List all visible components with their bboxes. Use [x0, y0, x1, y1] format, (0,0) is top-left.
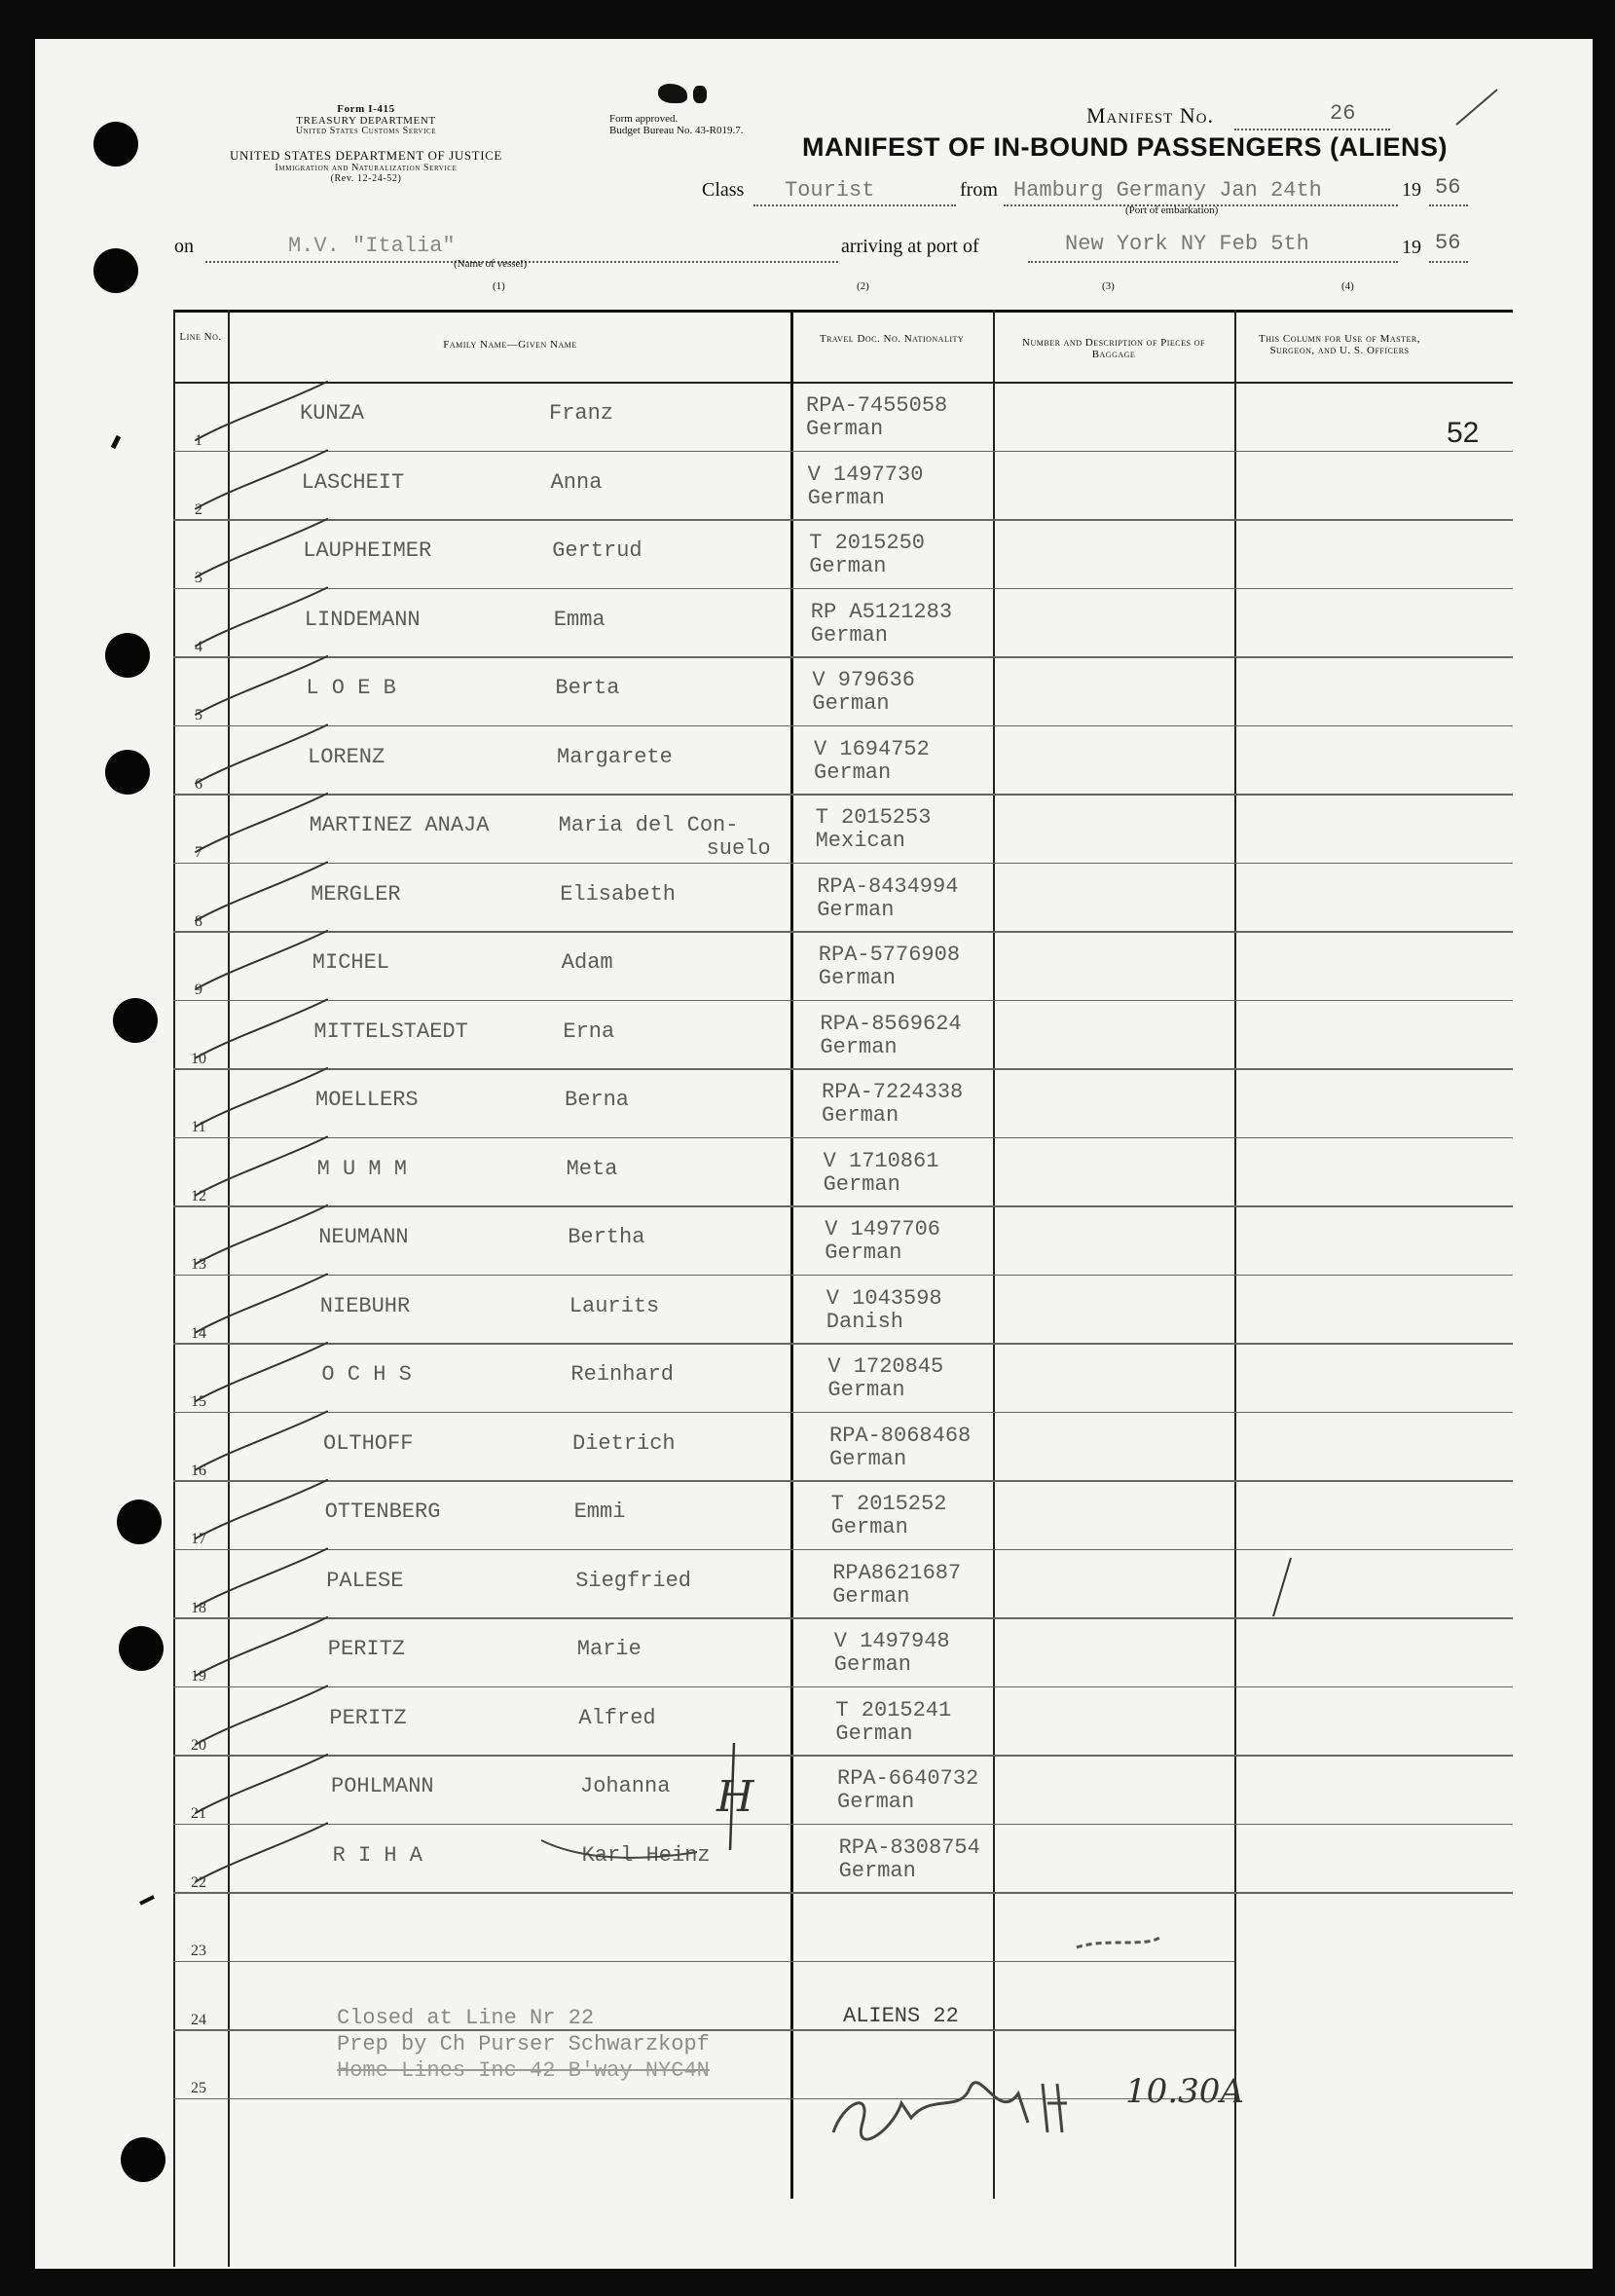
- nationality: German: [817, 897, 895, 922]
- given-name: Emma: [553, 607, 606, 632]
- treasury-department: TREASURY DEPARTMENT: [296, 115, 436, 127]
- family-name: MARTINEZ ANAJA: [309, 813, 490, 837]
- nationality: German: [822, 1103, 899, 1128]
- family-name: MITTELSTAEDT: [313, 1018, 468, 1044]
- line-number: 18: [191, 1599, 206, 1616]
- nationality: German: [812, 691, 890, 716]
- given-name: Reinhard: [570, 1362, 675, 1387]
- travel-doc-number: V 1710861: [823, 1148, 939, 1173]
- family-name: PERITZ: [329, 1705, 407, 1730]
- check-mark: [196, 1755, 327, 1813]
- line-number: 2: [195, 500, 202, 518]
- given-name: Alfred: [578, 1705, 656, 1730]
- given-name: Meta: [566, 1156, 618, 1181]
- form-approved: Form approved.: [609, 113, 679, 125]
- family-name: M U M M: [316, 1156, 408, 1181]
- check-mark: [196, 794, 327, 852]
- travel-doc-number: V 1497706: [825, 1217, 941, 1241]
- vertical-bracket: [730, 1743, 734, 1850]
- revision-date: (Rev. 12-24-52): [330, 173, 402, 184]
- line-number: 14: [191, 1324, 206, 1342]
- line-number: 10: [191, 1050, 206, 1067]
- check-mark: [196, 1137, 327, 1196]
- line-number: 4: [195, 638, 202, 655]
- nationality: German: [810, 622, 889, 648]
- check-mark: [196, 1412, 327, 1470]
- line-number: 21: [191, 1805, 206, 1822]
- travel-doc-number: T 2015250: [809, 531, 926, 555]
- manifest-no-label: Manifest No.: [1086, 103, 1214, 128]
- line-number: 3: [195, 570, 202, 586]
- col-header-baggage: Number and Description of Pieces of Baggage: [1022, 337, 1205, 360]
- given-name: Erna: [563, 1018, 615, 1044]
- nationality: German: [837, 1790, 915, 1814]
- given-name-continued: suelo: [706, 836, 771, 861]
- nationality: German: [838, 1858, 916, 1883]
- check-mark: [196, 725, 327, 784]
- check-mark: [196, 1824, 327, 1882]
- margin-mark: [113, 436, 119, 448]
- prepared-by: Prep by Ch Purser Schwarzkopf: [337, 2032, 710, 2056]
- line-number: 19: [191, 1668, 206, 1685]
- check-mark: [196, 931, 327, 989]
- travel-doc-number: T 2015252: [830, 1492, 947, 1516]
- check-mark: [196, 519, 327, 577]
- nationality: German: [818, 966, 897, 990]
- travel-doc-number: RPA-7455058: [806, 393, 948, 418]
- line-number: 17: [191, 1531, 206, 1547]
- from-value: Hamburg Germany Jan 24th: [1013, 178, 1322, 203]
- family-name: PALESE: [326, 1568, 404, 1593]
- given-name: Bertha: [568, 1225, 645, 1249]
- travel-doc-number: V 1694752: [814, 736, 930, 761]
- line-number: 5: [195, 707, 202, 723]
- closed-at-line: Closed at Line Nr 22: [337, 2006, 595, 2030]
- given-name: Berta: [555, 676, 620, 700]
- check-mark: [196, 1480, 327, 1538]
- check-mark: [196, 863, 327, 921]
- peritz-swoop: [541, 1840, 697, 1858]
- arriving-value: New York NY Feb 5th: [1065, 232, 1309, 256]
- on-label: on: [174, 236, 194, 257]
- family-name: LINDEMANN: [304, 607, 421, 632]
- family-name: OLTHOFF: [323, 1430, 414, 1456]
- immigration-service: Immigration and Naturalization Service: [275, 163, 458, 173]
- nationality: German: [829, 1446, 907, 1471]
- budget-bureau: Budget Bureau No. 43-R019.7.: [609, 125, 744, 136]
- check-mark: [196, 451, 327, 509]
- customs-service: United States Customs Service: [295, 126, 437, 136]
- nationality: German: [807, 485, 885, 510]
- from-label: from: [960, 179, 998, 201]
- col-marker-2: (2): [857, 280, 869, 292]
- travel-doc-number: RPA-6640732: [837, 1766, 979, 1791]
- travel-doc-number: V 1720845: [827, 1354, 944, 1379]
- nationality: German: [814, 759, 892, 785]
- col-marker-4: (4): [1341, 280, 1354, 292]
- travel-doc-number: V 1497730: [807, 462, 924, 487]
- pen-marks: [35, 39, 1593, 2269]
- col-header-name: Family Name—Given Name: [443, 339, 577, 351]
- given-name: Emmi: [573, 1500, 626, 1524]
- manifest-slash: [1456, 90, 1497, 125]
- col-header-travel-doc: Travel Doc. No. Nationality: [819, 333, 965, 345]
- family-name: POHLMANN: [331, 1774, 434, 1798]
- justice-department: UNITED STATES DEPARTMENT OF JUSTICE: [230, 148, 502, 163]
- port-embarkation-note: (Port of embarkation): [1125, 204, 1219, 216]
- check-mark: [196, 382, 327, 440]
- line-number: 1: [195, 432, 202, 449]
- family-name: MERGLER: [311, 881, 401, 907]
- class-value: Tourist: [785, 178, 875, 203]
- family-name: NIEBUHR: [319, 1293, 411, 1318]
- margin-mark: [140, 1897, 154, 1904]
- family-name: L O E B: [306, 676, 396, 700]
- aliens-total: ALIENS 22: [843, 2004, 959, 2028]
- year-arrival-value: 56: [1435, 231, 1461, 255]
- travel-doc-number: V 1497948: [833, 1629, 950, 1653]
- line-number: 9: [195, 981, 202, 998]
- line-number: 16: [191, 1462, 206, 1479]
- check-mark: [196, 1343, 327, 1401]
- line-number: 22: [191, 1873, 206, 1891]
- given-name: Siegfried: [575, 1568, 692, 1593]
- nationality: German: [832, 1583, 910, 1609]
- given-name: Adam: [561, 950, 613, 975]
- line-number: 12: [191, 1187, 206, 1204]
- family-name: O C H S: [321, 1362, 412, 1387]
- given-name: Johanna: [580, 1774, 671, 1798]
- travel-doc-number: RPA-8434994: [817, 873, 959, 899]
- year-prefix-arrival: 19: [1402, 237, 1421, 258]
- travel-doc-number: RPA8621687: [832, 1560, 962, 1585]
- nationality: Mexican: [815, 829, 906, 853]
- nationality: German: [820, 1034, 898, 1059]
- family-name: PERITZ: [327, 1637, 406, 1661]
- family-name: MICHEL: [312, 950, 390, 975]
- nationality: Danish: [826, 1309, 904, 1334]
- nationality: German: [806, 417, 884, 441]
- handwritten-h: H: [716, 1772, 754, 1822]
- given-name: Berna: [565, 1088, 630, 1112]
- check-mark: [196, 588, 327, 647]
- year-from-value: 56: [1435, 175, 1461, 200]
- line-number: 8: [195, 912, 202, 930]
- line-number: 20: [191, 1736, 206, 1754]
- check-mark: [196, 1549, 327, 1608]
- inspector-signature: [833, 2083, 1067, 2139]
- family-name: R I H A: [332, 1842, 423, 1868]
- nationality: German: [827, 1378, 905, 1402]
- family-name: NEUMANN: [318, 1225, 409, 1249]
- col-marker-3: (3): [1102, 280, 1115, 292]
- nationality: German: [809, 554, 887, 578]
- check-mark: [196, 1205, 327, 1264]
- given-name: Margarete: [557, 744, 673, 769]
- given-name: Marie: [576, 1637, 642, 1661]
- agency-line: Home Lines Inc 42 B'way NYC4N: [337, 2058, 710, 2083]
- vessel-note: (Name of vessel): [454, 258, 528, 270]
- col-header-officers: This Column for Use of Master, Surgeon, and U. S. Officers: [1259, 333, 1420, 356]
- arriving-label: arriving at port of: [841, 236, 979, 257]
- col-header-line-no: Line No.: [179, 331, 222, 343]
- vessel-value: M.V. "Italia": [288, 234, 456, 258]
- family-name: KUNZA: [300, 401, 365, 426]
- class-label: Class: [702, 179, 745, 201]
- family-name: LORENZ: [308, 744, 385, 769]
- check-mark: [196, 1275, 327, 1333]
- family-name: OTTENBERG: [324, 1500, 441, 1524]
- check-mark: [196, 1000, 327, 1058]
- check-mark: [196, 1686, 327, 1745]
- page-title: MANIFEST OF IN-BOUND PASSENGERS (ALIENS): [802, 132, 1449, 162]
- time-note: 10.30A: [1125, 2072, 1244, 2111]
- given-name: Anna: [550, 469, 603, 495]
- family-name: MOELLERS: [315, 1088, 419, 1112]
- travel-doc-number: RPA-8308754: [838, 1834, 980, 1860]
- travel-doc-number: RPA-5776908: [818, 943, 961, 967]
- travel-doc-number: T 2015241: [835, 1697, 952, 1722]
- line-number: 13: [191, 1256, 206, 1273]
- given-name: Laurits: [569, 1293, 660, 1318]
- riha-scribble: [1077, 1938, 1159, 1947]
- line-number: 24: [191, 2011, 206, 2028]
- line-number: 15: [191, 1393, 206, 1410]
- given-name: Elisabeth: [560, 881, 677, 907]
- check-mark: [196, 1068, 327, 1127]
- line-number: 6: [195, 775, 202, 793]
- travel-doc-number: T 2015253: [815, 805, 932, 830]
- line-number: 23: [191, 1943, 206, 1959]
- form-number: Form I-415: [337, 103, 395, 115]
- travel-doc-number: RPA-8068468: [829, 1423, 972, 1448]
- given-name: Dietrich: [572, 1430, 676, 1456]
- year-prefix-from: 19: [1402, 179, 1421, 201]
- nationality: German: [825, 1241, 902, 1265]
- nationality: German: [835, 1721, 913, 1746]
- given-name: Gertrud: [552, 538, 642, 563]
- line-number: 25: [191, 2080, 206, 2096]
- nationality: German: [823, 1171, 900, 1197]
- manifest-page: [35, 39, 1593, 2269]
- check-mark: [196, 656, 327, 715]
- line-number: 11: [191, 1119, 206, 1135]
- travel-doc-number: RPA-8569624: [820, 1011, 962, 1036]
- officer-mark-line1: 52: [1447, 417, 1480, 449]
- manifest-no-value: 26: [1330, 101, 1356, 126]
- nationality: German: [833, 1652, 912, 1677]
- travel-doc-number: RP A5121283: [810, 599, 953, 624]
- given-name: Karl Heinz: [581, 1842, 711, 1868]
- officer-slash: [1273, 1558, 1291, 1616]
- travel-doc-number: V 979636: [812, 668, 916, 692]
- travel-doc-number: V 1043598: [826, 1285, 942, 1311]
- family-name: LASCHEIT: [301, 469, 405, 495]
- nationality: German: [830, 1515, 908, 1539]
- family-name: LAUPHEIMER: [303, 538, 432, 563]
- given-name: Franz: [549, 401, 614, 426]
- travel-doc-number: RPA-7224338: [822, 1080, 964, 1104]
- col-marker-1: (1): [493, 280, 505, 292]
- line-number: 7: [195, 844, 202, 861]
- check-mark: [196, 1617, 327, 1676]
- given-name: Maria del Con-: [558, 813, 739, 837]
